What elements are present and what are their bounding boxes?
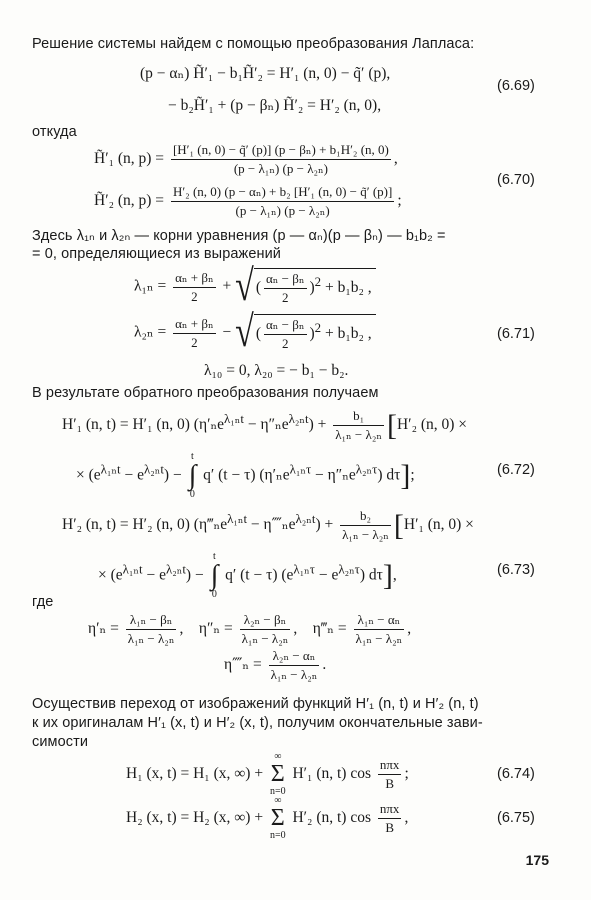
inner-den: 2 [281, 336, 289, 351]
eq-6-75-body: H′₂ (n, t) cos [292, 809, 371, 827]
equation-number-6-69: (6.69) [497, 78, 535, 94]
exp: λ₂ₙτ [355, 461, 378, 477]
exp: λ₁ₙt [100, 461, 121, 477]
int-mid: − e [318, 566, 339, 584]
sqrt-tail: + b₁b₂ , [325, 279, 372, 297]
equation-6-69-line-2: − b₂H̃′₁ + (p − βₙ) H̃′₂ = H′₂ (n, 0), [168, 97, 382, 114]
left-bracket: [ [386, 408, 397, 442]
semicolon: ; [410, 466, 415, 484]
eq-6-71-b-lhs: λ₂ₙ = [134, 323, 167, 341]
eq-6-74-body: H′₁ (n, t) cos [292, 765, 371, 783]
int-mid: − η″ₙe [315, 466, 356, 484]
eq-6-73-a-rest: ) + [315, 516, 334, 534]
eta3-fraction [354, 612, 405, 647]
sqrt-body: ( $\frac{\text{αₙ − βₙ}}{2}$ )$^2$ + b₁b₂ , [254, 314, 376, 352]
eq-6-70-a-lhs: H̃′₁ (n, p) = [94, 150, 165, 168]
integral [211, 552, 219, 600]
eq-6-71-b-minus: − [222, 323, 232, 341]
eq-6-72-a-mid: − η″ₙe [247, 416, 289, 434]
eta1-lhs: η′ₙ = [88, 620, 119, 638]
eq-6-71-a-lhs: λ₁ₙ = [134, 277, 167, 295]
eq-6-73-b-mid: − e [146, 566, 166, 584]
den: λ₁ₙ − λ₂ₙ [335, 427, 382, 442]
eq-6-74-end: ; [404, 765, 409, 783]
int-body: q′ (t − τ) (e [225, 566, 294, 584]
comma: , [392, 566, 397, 584]
eq-6-72-a-lhs: H′₁ (n, t) = H′₁ (n, 0) (η′ₙe [62, 416, 225, 434]
power: 2 [314, 319, 322, 335]
exp: λ₂ₙt [165, 561, 186, 577]
eq-6-70-b-numerator: H′₂ (n, 0) (p − αₙ) + b₂ [H′₁ (n, 0) − q̃′ (p)] [171, 184, 394, 202]
sqrt-body: ( $\frac{\text{αₙ − βₙ}}{2}$ )$^2$ + b₁b₂ , [254, 268, 376, 306]
equation-6-71-line-1 [134, 262, 376, 311]
int-lower: 0 [211, 589, 217, 600]
exp: λ₂ₙt [143, 461, 164, 477]
num: λ₁ₙ − αₙ [354, 612, 405, 630]
equation-6-70-line-1 [94, 142, 398, 177]
inner-den: 2 [281, 290, 289, 305]
exp: λ₁ₙτ [289, 461, 312, 477]
intro-text: Решение системы найдем с помощью преобразования Лапласа: [32, 36, 475, 52]
result-text: В результате обратного преобразования получаем [32, 385, 379, 401]
eq-6-75-end: , [404, 809, 409, 827]
eq-6-75-lhs: H₂ (x, t) = H₂ (x, ∞) + [126, 809, 264, 827]
eq-6-72-b-rest: ) − [163, 466, 182, 484]
eq-6-72-a-tail: H′₂ (n, 0) × [396, 416, 468, 434]
eq-6-70-b-semicolon: ; [397, 192, 402, 210]
eq-6-71-a-plus: + [222, 277, 232, 295]
eq-6-70-a-denominator: (p − λ₁ₙ) (p − λ₂ₙ) [233, 161, 328, 176]
inner-num: αₙ − βₙ [264, 317, 307, 335]
eq-6-74-lhs: H₁ (x, t) = H₁ (x, ∞) + [126, 765, 264, 783]
eta2-lhs: η″ₙ = [198, 620, 233, 638]
equation-6-73-line-2 [98, 552, 397, 600]
eq-6-73-b-rest: ) − [185, 566, 204, 584]
eq-6-71-a-fraction [173, 270, 216, 305]
left-bracket: [ [393, 508, 404, 542]
eta1-fraction [126, 612, 177, 647]
int-lower: 0 [189, 489, 195, 500]
den: B [385, 820, 394, 836]
exp: λ₁ₙt [224, 410, 244, 426]
eq-6-71-b-inner-fraction [264, 317, 307, 352]
den: λ₁ₙ − λ₂ₙ [241, 631, 289, 646]
eta2-fraction [240, 612, 291, 647]
exp: λ₁ₙt [122, 561, 143, 577]
int-upper: t [191, 451, 194, 462]
den: λ₁ₙ − λ₂ₙ [127, 631, 175, 646]
eta-definitions-line-2: η⁗ₙ = $\frac{\text{λ₂ₙ − αₙ}}{\text{λ₁ₙ − λ₂ₙ}}$ . [224, 648, 327, 682]
eq-6-72-b-mid: − e [124, 466, 144, 484]
summation [270, 752, 286, 797]
eq-6-73-a-mid: − η⁗ₙe [250, 516, 296, 534]
zdes-text-line-1: Здесь λ₁ₙ и λ₂ₙ — корни уравнения (p — αₙ)(p — βₙ) — b₁b₂ = [32, 228, 446, 244]
right-bracket: ] [382, 559, 393, 592]
eq-6-73-a-lhs: H′₂ (n, t) = H′₂ (n, 0) (η‴ₙe [62, 516, 228, 534]
sum-upper: ∞ [274, 795, 282, 806]
eq-6-70-b-lhs: H̃′₂ (n, p) = [94, 192, 165, 210]
zdes-text-line-2: = 0, определяющиеся из выражений [32, 246, 281, 262]
right-bracket: ] [400, 459, 411, 492]
eq-6-70-a-fraction [171, 142, 391, 177]
equation-number-6-71: (6.71) [497, 326, 535, 342]
sum-lower: n=0 [269, 786, 286, 798]
otkuda-text: откуда [32, 124, 77, 140]
equation-6-71-line-3: λ₁₀ = 0, λ₂₀ = − b₁ − b₂. [204, 362, 349, 379]
den: λ₁ₙ − λ₂ₙ [355, 631, 403, 646]
radical-sign: √ [235, 262, 254, 311]
eq-6-71-b-sqrt [235, 308, 376, 357]
eq-6-73-a-tail: H′₁ (n, 0) × [403, 516, 474, 534]
equation-number-6-70: (6.70) [497, 172, 535, 188]
equation-number-6-74: (6.74) [497, 766, 535, 782]
exp: λ₂ₙt [295, 510, 316, 526]
gde-text: где [32, 594, 54, 610]
eq-6-72-a-rest: ) + [308, 416, 327, 434]
eta4-fraction [269, 648, 320, 683]
integral-sign: ∫ [210, 560, 219, 591]
osush-text-line-3: симости [32, 734, 89, 750]
exp: λ₁ₙτ [293, 561, 315, 577]
cos-fraction [378, 757, 402, 792]
int-tail: ) dτ [359, 566, 383, 584]
num: nπx [378, 801, 402, 819]
eq-6-73-a-fraction [340, 508, 391, 543]
power: 2 [314, 273, 322, 289]
equation-number-6-75: (6.75) [497, 810, 535, 826]
radical-sign: √ [235, 308, 254, 357]
equation-6-72-line-1 [62, 408, 467, 443]
cos-fraction [378, 801, 402, 836]
eq-6-73-b-head: × (e [98, 566, 123, 584]
int-tail: ) dτ [377, 466, 401, 484]
eq-6-72-b-head: × (e [76, 466, 101, 484]
eq-6-71-a-inner-fraction [264, 271, 307, 306]
sum-lower: n=0 [269, 830, 286, 842]
eq-6-71-a-num: αₙ + βₙ [173, 270, 216, 288]
eq-6-71-a-sqrt [235, 262, 376, 311]
den: B [385, 776, 394, 792]
num: b₁ [333, 408, 384, 426]
inner-num: αₙ − βₙ [264, 271, 307, 289]
num: nπx [378, 757, 402, 775]
sum-upper: ∞ [274, 751, 282, 762]
sigma-sign: Σ [270, 761, 285, 787]
equation-6-71-line-2 [134, 308, 376, 357]
exp: λ₁ₙt [227, 510, 248, 526]
page-number: 175 [525, 852, 549, 868]
equation-6-74 [126, 752, 409, 797]
num: λ₂ₙ − αₙ [269, 648, 320, 666]
integral [189, 452, 197, 500]
eq-6-71-a-den: 2 [191, 288, 198, 304]
eta3-lhs: η‴ₙ = [312, 620, 347, 638]
eq-6-70-b-denominator: (p − λ₁ₙ) (p − λ₂ₙ) [235, 203, 330, 218]
eq-6-70-a-numerator: [H′₁ (n, 0) − q̃′ (p)] (p − βₙ) + b₁H′₂ (n, 0) [171, 142, 391, 160]
eq-6-70-a-comma: , [393, 150, 398, 168]
int-upper: t [213, 551, 216, 562]
sqrt-tail: + b₁b₂ , [325, 325, 372, 343]
equation-number-6-73: (6.73) [497, 562, 535, 578]
eta-definitions-line-1: η′ₙ = $\frac{\text{λ₁ₙ − βₙ}}{\text{λ₁ₙ − λ₂ₙ}}$ , η″ₙ = $\frac{\text{λ₂ₙ − βₙ}}{\text{λ₁ₙ − λ₂ₙ}}$ , η‴ₙ = $\frac{\text{λ₁ₙ − αₙ}}{\text{λ₁ₙ − λ₂ₙ}}$ , [88, 612, 412, 646]
eq-6-71-b-den: 2 [191, 334, 198, 350]
den: λ₁ₙ − λ₂ₙ [270, 667, 318, 682]
equation-6-75 [126, 796, 408, 841]
exp: λ₂ₙt [288, 410, 309, 426]
osush-text-line-2: к их оригиналам H′₁ (x, t) и H′₂ (x, t), получим окончательные зави- [32, 715, 483, 731]
eq-6-71-b-fraction [173, 316, 216, 351]
equation-6-69-line-1: (p − αₙ) H̃′₁ − b₁H̃′₂ = H′₁ (n, 0) − q̃′ (p), [140, 65, 391, 82]
den: λ₁ₙ − λ₂ₙ [342, 527, 389, 542]
int-body: q′ (t − τ) (η′ₙe [203, 466, 290, 484]
equation-6-73-line-1 [62, 508, 474, 543]
eta4-lhs: η⁗ₙ = [224, 656, 262, 674]
equation-number-6-72: (6.72) [497, 462, 535, 478]
osush-text-line-1: Осуществив переход от изображений функций H′₁ (n, t) и H′₂ (n, t) [32, 696, 479, 712]
num: b₂ [340, 508, 391, 526]
eq-6-71-b-num: αₙ + βₙ [173, 316, 216, 334]
num: λ₁ₙ − βₙ [126, 612, 177, 630]
integral-sign: ∫ [188, 460, 197, 491]
eq-6-70-b-fraction [171, 184, 394, 219]
eq-6-72-a-fraction [333, 408, 384, 443]
num: λ₂ₙ − βₙ [240, 612, 291, 630]
sigma-sign: Σ [270, 805, 285, 831]
exp: λ₂ₙτ [338, 561, 360, 577]
equation-6-72-line-2 [76, 452, 415, 500]
equation-6-70-line-2 [94, 184, 402, 219]
summation [270, 796, 286, 841]
